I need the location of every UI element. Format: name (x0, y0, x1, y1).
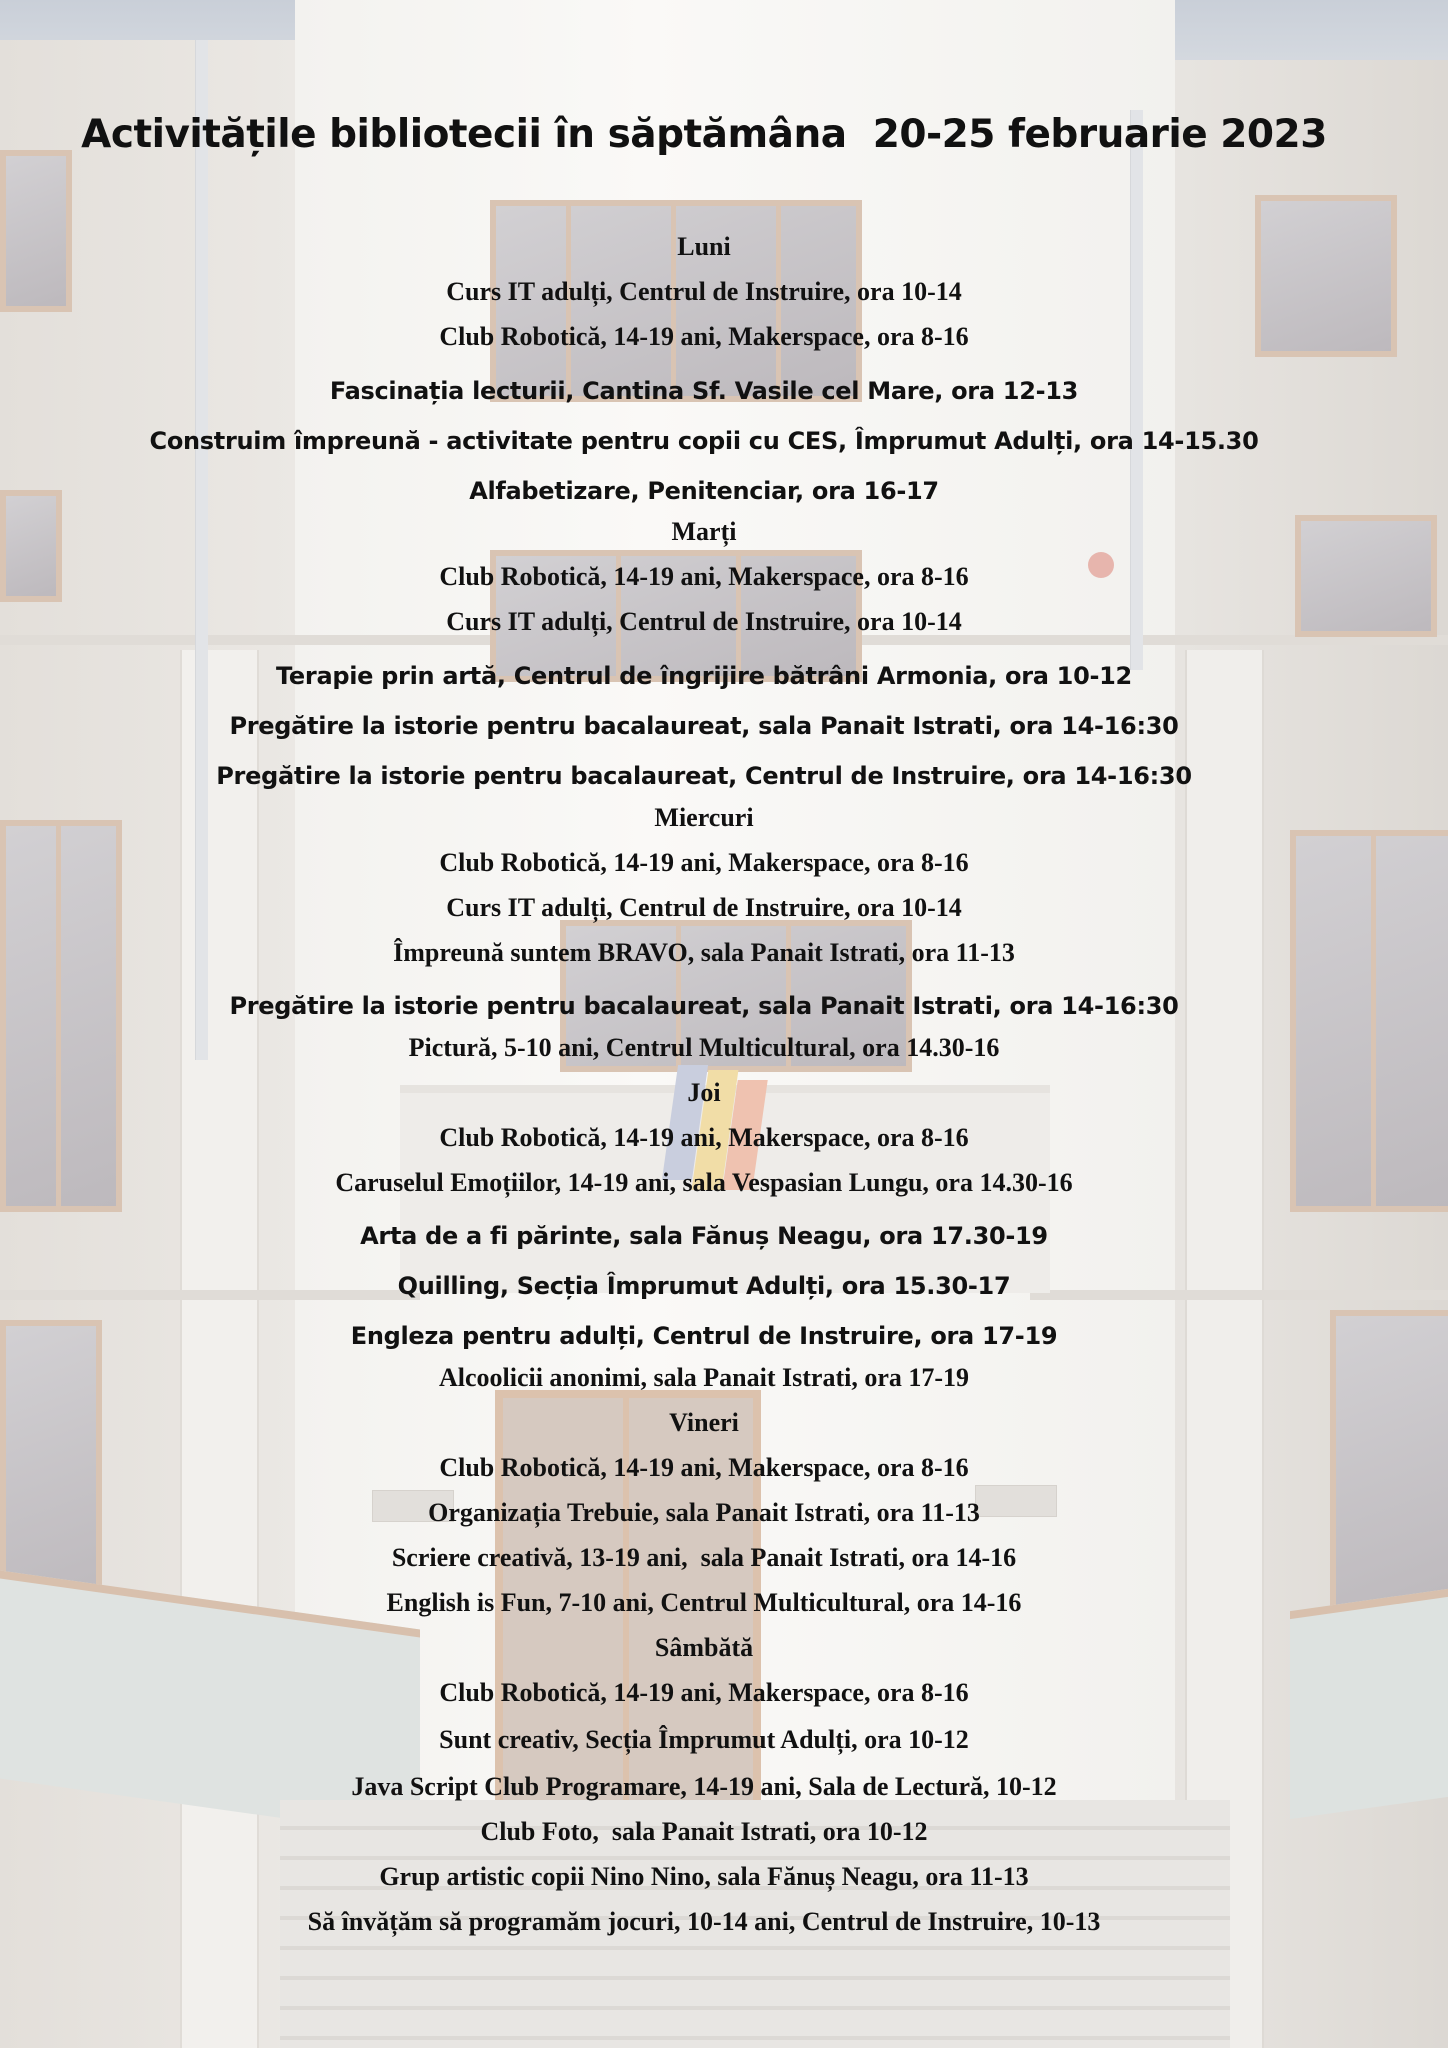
activity-item: Curs IT adulți, Centrul de Instruire, ora 10-14 (446, 893, 962, 922)
activity-item: Caruselul Emoțiilor, 14-19 ani, sala Vespasian Lungu, ora 14.30-16 (335, 1168, 1073, 1197)
activity-item: Împreună suntem BRAVO, sala Panait Istrati, ora 11-13 (393, 938, 1015, 967)
activity-item: Arta de a fi părinte, sala Fănuș Neagu, ora 17.30-19 (360, 1222, 1048, 1250)
activity-item: Pregătire la istorie pentru bacalaureat, sala Panait Istrati, ora 14-16:30 (229, 992, 1179, 1020)
activity-item: Construim împreună - activitate pentru copii cu CES, Împrumut Adulți, ora 14-15.30 (149, 427, 1259, 455)
activity-item: Scriere creativă, 13-19 ani, sala Panait Istrati, ora 14-16 (391, 1543, 1017, 1572)
page-title: Activitățile bibliotecii în săptămâna 20-25 februarie 2023 (81, 112, 1327, 157)
activity-item: English is Fun, 7-10 ani, Centrul Multicultural, ora 14-16 (386, 1588, 1022, 1617)
activity-item: Să învățăm să programăm jocuri, 10-14 ani, Centrul de Instruire, 10-13 (307, 1907, 1101, 1936)
activity-item: Sunt creativ, Secția Împrumut Adulți, ora 10-12 (439, 1725, 969, 1754)
activity-item: Fascinația lecturii, Cantina Sf. Vasile cel Mare, ora 12-13 (329, 377, 1079, 405)
activity-item: Alcoolicii anonimi, sala Panait Istrati, ora 17-19 (438, 1363, 970, 1392)
activity-item: Pregătire la istorie pentru bacalaureat, Centrul de Instruire, ora 14-16:30 (216, 762, 1192, 790)
activity-item: Grup artistic copii Nino Nino, sala Fănuș Neagu, ora 11-13 (379, 1862, 1029, 1891)
activity-item: Club Robotică, 14-19 ani, Makerspace, ora 8-16 (439, 1123, 969, 1152)
activity-item: Organizația Trebuie, sala Panait Istrati, ora 11-13 (428, 1498, 980, 1527)
activity-item: Quilling, Secția Împrumut Adulți, ora 15.30-17 (397, 1272, 1011, 1300)
activity-item: Club Robotică, 14-19 ani, Makerspace, ora 8-16 (439, 322, 969, 351)
day-heading-vineri: Vineri (669, 1408, 739, 1437)
activity-item: Club Robotică, 14-19 ani, Makerspace, ora 8-16 (439, 562, 969, 591)
day-heading-miercuri: Miercuri (654, 803, 754, 832)
activity-item: Curs IT adulți, Centrul de Instruire, ora 10-14 (446, 277, 962, 306)
activity-item: Engleza pentru adulți, Centrul de Instruire, ora 17-19 (350, 1322, 1058, 1350)
activity-item: Java Script Club Programare, 14-19 ani, Sala de Lectură, 10-12 (351, 1772, 1057, 1801)
activity-item: Curs IT adulți, Centrul de Instruire, ora 10-14 (446, 607, 962, 636)
activity-item: Alfabetizare, Penitenciar, ora 16-17 (469, 477, 939, 505)
activity-item: Pregătire la istorie pentru bacalaureat, sala Panait Istrati, ora 14-16:30 (229, 712, 1179, 740)
day-heading-joi: Joi (687, 1078, 721, 1107)
day-heading-luni: Luni (677, 232, 731, 261)
day-heading-marti: Marți (671, 517, 737, 546)
activity-item: Club Robotică, 14-19 ani, Makerspace, ora 8-16 (439, 848, 969, 877)
activity-item: Club Foto, sala Panait Istrati, ora 10-12 (480, 1817, 928, 1846)
activity-item: Terapie prin artă, Centrul de îngrijire bătrâni Armonia, ora 10-12 (276, 662, 1132, 690)
activity-item: Club Robotică, 14-19 ani, Makerspace, ora 8-16 (439, 1453, 969, 1482)
day-heading-sambata: Sâmbătă (654, 1633, 754, 1662)
activity-item: Club Robotică, 14-19 ani, Makerspace, ora 8-16 (439, 1678, 969, 1707)
activity-item: Pictură, 5-10 ani, Centrul Multicultural, ora 14.30-16 (408, 1033, 1000, 1062)
